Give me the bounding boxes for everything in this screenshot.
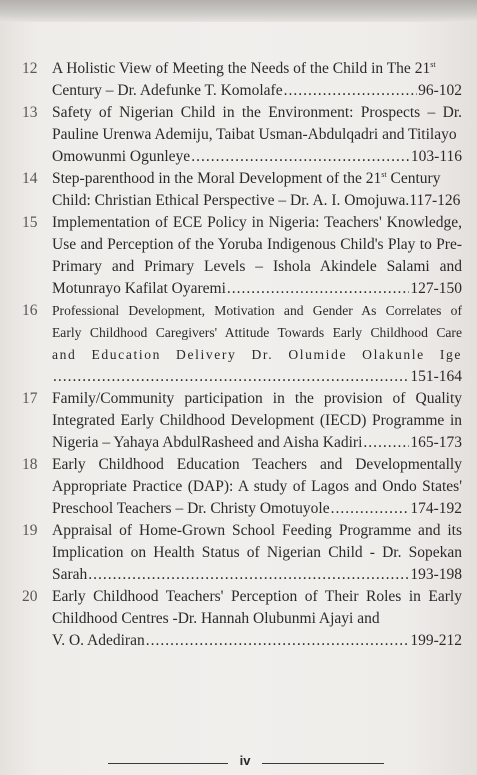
entry-number: 19 (22, 522, 38, 539)
ordinal-suffix: st (430, 60, 436, 69)
entry-title-line: Appraisal of Home-Grown School Feeding Programme and its (52, 522, 462, 539)
page-range: 151-164 (410, 368, 462, 385)
entry-leader-line: Century – Dr. Adefunke T. Komolafe ..... 96-102 (52, 80, 462, 102)
dot-leader (191, 146, 410, 168)
toc-entry-19 (22, 520, 462, 586)
entry-number: 12 (22, 60, 38, 77)
dot-leader (146, 630, 410, 652)
toc-entry-14 (22, 168, 462, 212)
toc-entry-16 (22, 300, 462, 388)
footer-rule-left (108, 763, 228, 764)
entry-number: 14 (22, 170, 38, 187)
dot-leader (53, 366, 409, 388)
entry-title-line: Implication on Health Status of Nigerian Child - Dr. Sopekan (52, 544, 462, 561)
entry-title-line: Integrated Early Childhood Development (IECD) Programme in (52, 412, 462, 429)
entry-number: 20 (22, 588, 38, 605)
page-range: 96-102 (418, 82, 462, 99)
dot-leader (331, 498, 410, 520)
page-footer (0, 752, 477, 772)
table-of-contents (22, 58, 462, 652)
entry-title-line: Early Childhood Caregivers' Attitude Towards Early Childhood Care (52, 325, 462, 340)
dot-leader (88, 564, 409, 586)
page-number: iv (239, 753, 251, 768)
entry-title-line: Early Childhood Education Teachers and Developmentally (52, 456, 462, 473)
dot-leader (284, 80, 417, 102)
entry-title-line: Use and Perception of the Yoruba Indigenous Child's Play to Pre- (52, 236, 462, 253)
entry-number: 18 (22, 456, 38, 473)
dot-leader (227, 278, 409, 300)
entry-title-line: Primary and Primary Levels – Ishola Akindele Salami and (52, 258, 462, 275)
toc-entry-17 (22, 388, 462, 454)
entry-leader-line: Motunrayo Kafilat Oyaremi ..... 127-150 (52, 278, 462, 300)
entry-leader-line: V. O. Adediran ..... 199-212 (52, 630, 462, 652)
ordinal-suffix: st (381, 170, 387, 179)
page-range: 199-212 (410, 632, 462, 649)
scan-top-edge (0, 0, 477, 22)
toc-entry-20 (22, 586, 462, 652)
entry-number: 15 (22, 214, 38, 231)
entry-number: 16 (22, 302, 38, 319)
toc-entry-12 (22, 58, 462, 102)
entry-number: 13 (22, 104, 38, 121)
entry-leader-line (52, 366, 462, 388)
page-range: 193-198 (410, 566, 462, 583)
entry-leader-line: Child: Christian Ethical Perspective – Dr. A. I. Omojuwa.117-126 (52, 192, 461, 209)
entry-title-line: Pauline Urenwa Ademiju, Taibat Usman-Abdulqadri and Titilayo (52, 126, 457, 143)
page-range: 127-150 (410, 280, 462, 297)
page-range: 103-116 (410, 148, 462, 165)
entry-leader-line: Nigeria – Yahaya AbdulRasheed and Aisha Kadiri ..... 165-173 (52, 432, 462, 454)
toc-entry-13 (22, 102, 462, 168)
footer-rule-right (262, 763, 384, 764)
entry-leader-line: Sarah ..... 193-198 (52, 564, 462, 586)
entry-title-line: Appropriate Practice (DAP): A study of Lagos and Ondo States' (52, 478, 462, 495)
entry-number: 17 (22, 390, 38, 407)
page-range: 174-192 (410, 500, 462, 517)
entry-title-line: Family/Community participation in the provision of Quality (52, 390, 462, 407)
entry-title-line: Step-parenthood in the Moral Development of the 21st Century (52, 170, 441, 187)
entry-title-line: and Education Delivery Dr. Olumide Olakunle Ige (52, 347, 462, 362)
entry-leader-line: Omowunmi Ogunleye ..... 103-116 (52, 146, 462, 168)
page-range: 117-126 (409, 192, 461, 209)
page-range: 165-173 (410, 434, 462, 451)
dot-leader (363, 432, 409, 454)
entry-title-line: Safety of Nigerian Child in the Environment: Prospects – Dr. (52, 104, 462, 121)
toc-entry-18 (22, 454, 462, 520)
entry-title-line: Implementation of ECE Policy in Nigeria: Teachers' Knowledge, (52, 214, 462, 231)
entry-title-line: Early Childhood Teachers' Perception of Their Roles in Early (52, 588, 462, 605)
entry-title-line: A Holistic View of Meeting the Needs of the Child in The 21st (52, 60, 436, 77)
toc-entry-15 (22, 212, 462, 300)
entry-leader-line: Preschool Teachers – Dr. Christy Omotuyole ..... 174-192 (52, 498, 462, 520)
entry-title-line: Childhood Centres -Dr. Hannah Olubunmi Ajayi and (52, 610, 380, 627)
entry-title-line: Professional Development, Motivation and Gender As Correlates of (52, 303, 462, 318)
